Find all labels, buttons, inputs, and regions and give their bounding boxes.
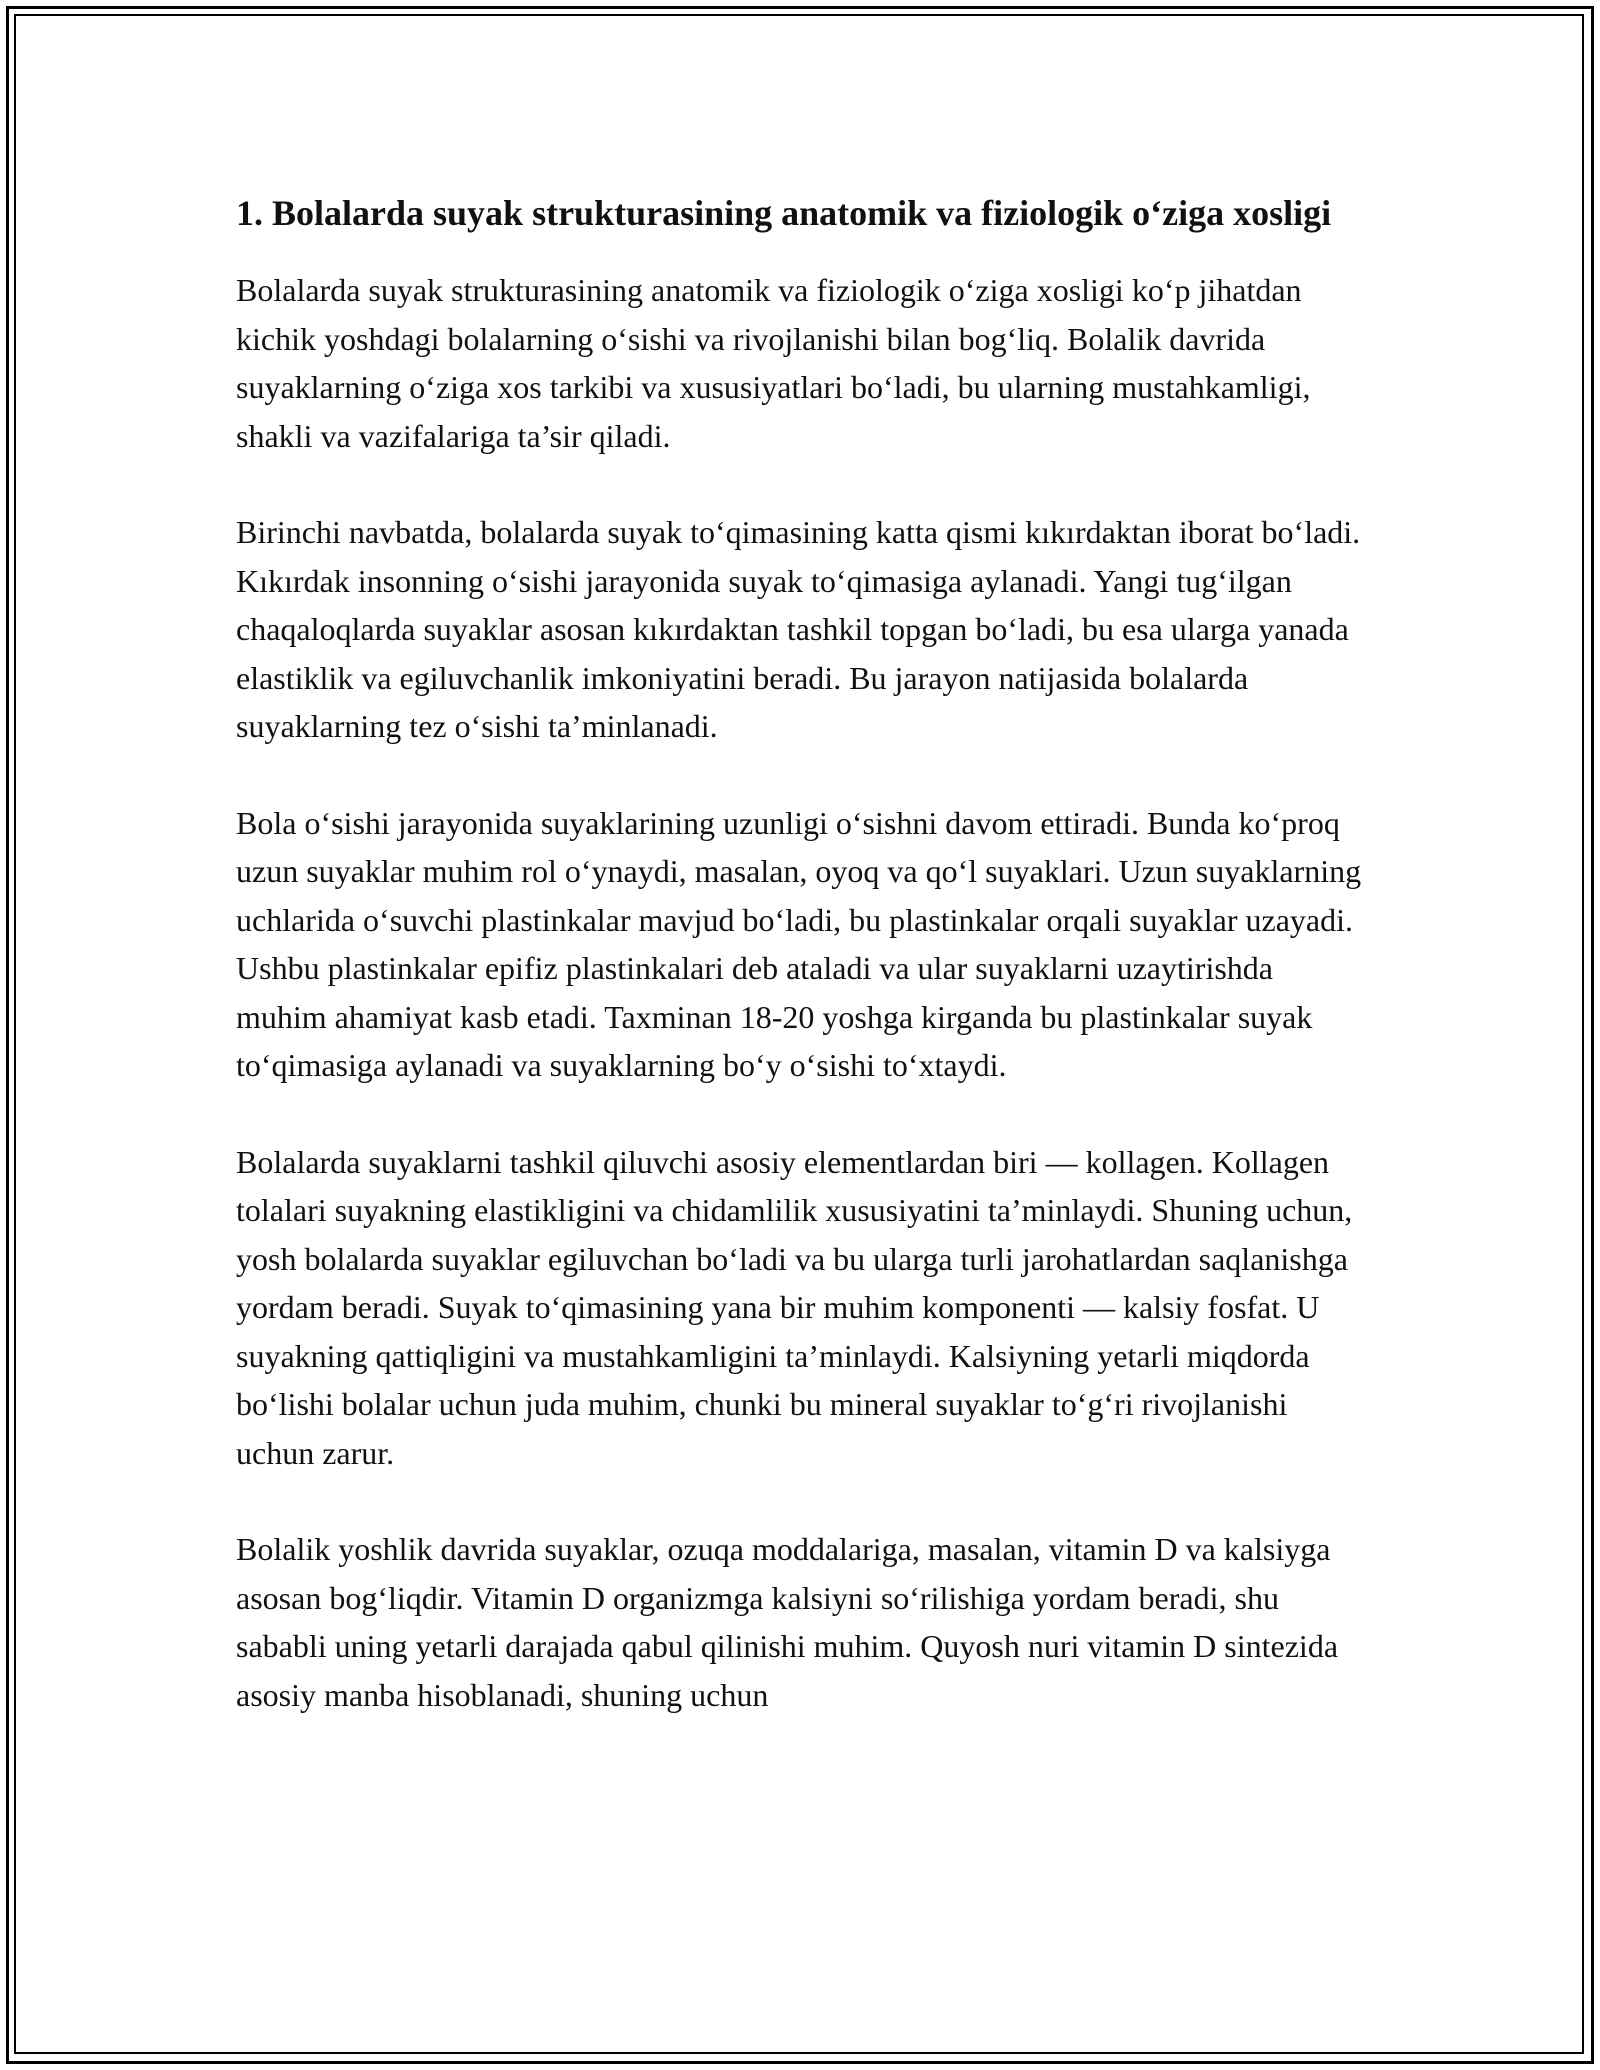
document-body [236, 186, 1366, 1767]
paragraph-1: Bolalarda suyak strukturasining anatomik va fiziologik o‘ziga xosligi ko‘p jihatdan kichik yoshdagi bolalarning o‘sishi va rivojlanishi bilan bog‘liq. Bolalik davrida suyaklarning o‘ziga xos tarkibi va xususiyatlari bo‘ladi, bu ularning mustahkamligi, shakli va vazifalariga ta’sir qiladi. [236, 272, 1311, 454]
paragraph-2: Birinchi navbatda, bolalarda suyak to‘qimasining katta qismi kıkırdaktan iborat bo‘ladi. Kıkırdak insonning o‘sishi jarayonida suyak to‘qimasiga aylanadi. Yangi tug‘ilgan chaqaloqlarda suyaklar asosan kıkırdaktan tashkil topgan bo‘ladi, bu esa ularga yanada elastiklik va egiluvchanlik imkoniyatini beradi. Bu jarayon natijasida bolalarda suyaklarning tez o‘sishi ta’minlanadi. [236, 514, 1361, 744]
paragraph-3: Bola o‘sishi jarayonida suyaklarining uzunligi o‘sishni davom ettiradi. Bunda ko‘proq uzun suyaklar muhim rol o‘ynaydi, masalan, oyoq va qo‘l suyaklari. Uzun suyaklarning uchlarida o‘suvchi plastinkalar mavjud bo‘ladi, bu plastinkalar orqali suyaklar uzayadi. Ushbu plastinkalar epifiz plastinkalari deb ataladi va ular suyaklarni uzaytirishda muhim ahamiyat kasb etadi. Taxminan 18-20 yoshga kirganda bu plastinkalar suyak to‘qimasiga aylanadi va suyaklarning bo‘y o‘sishi to‘xtaydi. [236, 804, 1362, 1083]
paragraph-5: Bolalik yoshlik davrida suyaklar, ozuqa moddalariga, masalan, vitamin D va kalsiyga asosan bog‘liqdir. Vitamin D organizmga kalsiyni so‘rilishiga yordam beradi, shu sababli uning yetarli darajada qabul qilinishi muhim. Quyosh nuri vitamin D sintezida asosiy manba hisoblanadi, shuning uchun [236, 1531, 1339, 1713]
section-heading: 1. Bolalarda suyak strukturasining anatomik va fiziologik o‘ziga xosligi [236, 193, 1332, 233]
paragraph-4: Bolalarda suyaklarni tashkil qiluvchi asosiy elementlardan biri — kollagen. Kollagen tolalari suyakning elastikligini va chidamlilik xususiyatini ta’minlaydi. Shuning uchun, yosh bolalarda suyaklar egiluvchan bo‘ladi va bu ularga turli jarohatlardan saqlanishga yordam beradi. Suyak to‘qimasining yana bir muhim komponenti — kalsiy fosfat. U suyakning qattiqligini va mustahkamligini ta’minlaydi. Kalsiyning yetarli miqdorda bo‘lishi bolalar uchun juda muhim, chunki bu mineral suyaklar to‘g‘ri rivojlanishi uchun zarur. [236, 1143, 1353, 1471]
